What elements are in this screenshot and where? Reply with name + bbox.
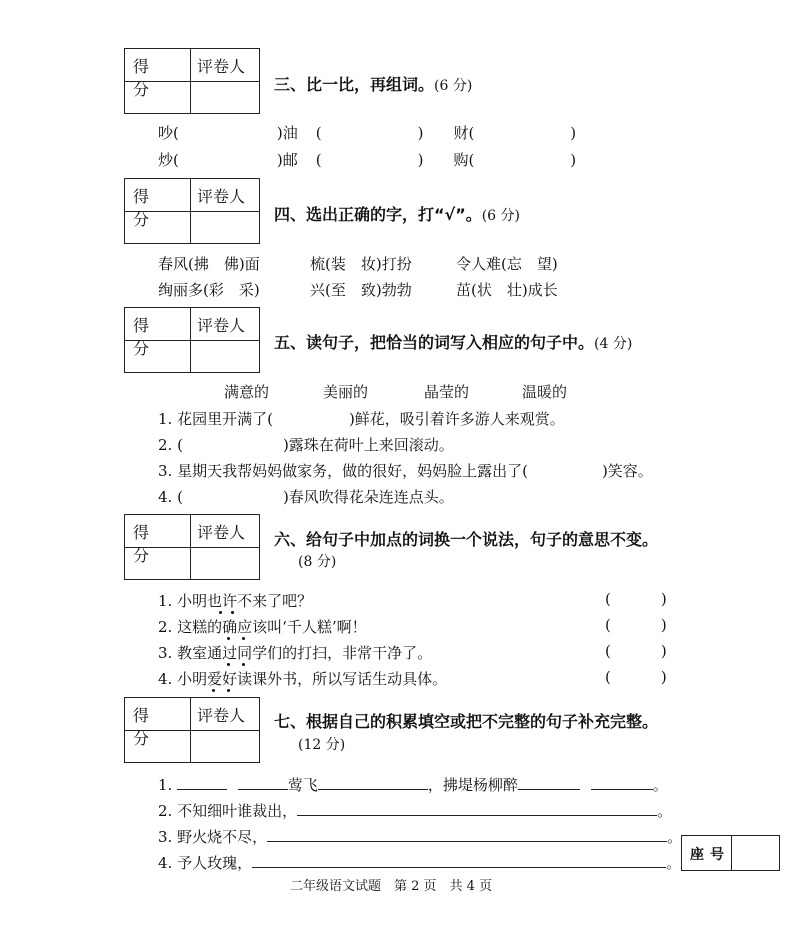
blank-line[interactable] — [591, 775, 653, 790]
emphasis-dot — [227, 689, 230, 692]
emphasis-dot — [212, 689, 215, 692]
section-3-title: 三、比一比，再组词。(6 分) — [274, 75, 473, 94]
s6-item-4: 4. 小明爱好读课外书，所以写话生动具体。 — [158, 670, 448, 688]
blank-line[interactable] — [238, 775, 288, 790]
emphasis-dot — [227, 637, 230, 640]
s7-item-2: 2. 不知细叶谁裁出， 。 — [158, 802, 673, 820]
score-label: 得 分 — [133, 706, 164, 748]
grader-label: 评卷人 — [197, 316, 246, 335]
emphasis-dot — [227, 663, 230, 666]
s4-row2-b: 兴(至 致)勃勃 — [310, 281, 412, 299]
section-6-points: (8 分) — [298, 554, 337, 570]
seat-number-box — [681, 835, 780, 871]
blank-line[interactable] — [297, 801, 657, 816]
section-7-points: (12 分) — [298, 737, 346, 753]
s6-item-1: 1. 小明也许不来了吧？ — [158, 592, 313, 610]
answer-paren-3[interactable]: ( ) — [605, 642, 667, 660]
grader-label: 评卷人 — [197, 57, 246, 76]
s5-item-2: 2. ( )露珠在荷叶上来回滚动。 — [158, 436, 454, 454]
grader-label: 评卷人 — [197, 187, 246, 206]
emphasis-dot — [219, 611, 222, 614]
page-footer: 二年级语文试题 第 2 页 共 4 页 — [290, 879, 493, 894]
s4-row2-a: 绚丽多(彩 采) — [158, 281, 260, 299]
answer-paren-4[interactable]: ( ) — [605, 668, 667, 686]
blank-line[interactable] — [267, 827, 667, 842]
blank-line[interactable] — [318, 775, 428, 790]
s6-item-3: 3. 教室通过同学们的打扫，非常干净了。 — [158, 644, 433, 662]
score-box-s5 — [124, 307, 260, 373]
score-box-s4 — [124, 178, 260, 244]
word-choice: 满意的 — [224, 383, 270, 401]
score-label: 得 分 — [133, 316, 164, 358]
s5-item-1: 1. 花园里开满了( )鲜花，吸引着许多游人来观赏。 — [158, 410, 565, 428]
s3-row1: 吵( )油 ( ) 财( ) — [158, 124, 577, 142]
word-choice: 温暖的 — [522, 383, 568, 401]
word-choice: 晶莹的 — [424, 383, 470, 401]
emphasis-dot — [231, 611, 234, 614]
blank-line[interactable] — [518, 775, 580, 790]
section-4-title: 四、选出正确的字，打“√”。(6 分) — [274, 205, 520, 224]
score-box-s3 — [124, 48, 260, 114]
score-label: 得 分 — [133, 57, 164, 99]
grader-label: 评卷人 — [197, 706, 246, 725]
word-choice: 美丽的 — [323, 383, 369, 401]
s6-item-2: 2. 这糕的确应该叫‘千人糕’啊！ — [158, 618, 367, 636]
score-box-s6 — [124, 514, 260, 580]
s7-item-4: 4. 予人玫瑰， 。 — [158, 854, 682, 872]
seat-label: 座号 — [690, 847, 730, 863]
score-label: 得 分 — [133, 523, 164, 565]
s7-item-3: 3. 野火烧不尽， 。 — [158, 828, 683, 846]
score-box-s7 — [124, 697, 260, 763]
s7-item-1: 1. 莺飞 ，拂堤杨柳醉 。 — [158, 776, 668, 794]
s5-item-4: 4. ( )春风吹得花朵连连点头。 — [158, 488, 454, 506]
grader-label: 评卷人 — [197, 523, 246, 542]
section-7-title: 七、根据自己的积累填空或把不完整的句子补充完整。 — [274, 712, 659, 731]
emphasis-dot — [242, 637, 245, 640]
emphasis-dot — [242, 663, 245, 666]
s3-row2: 炒( )邮 ( ) 购( ) — [158, 151, 577, 169]
score-label: 得 分 — [133, 187, 164, 229]
answer-paren-2[interactable]: ( ) — [605, 616, 667, 634]
blank-line[interactable] — [252, 853, 666, 868]
blank-line[interactable] — [177, 775, 227, 790]
s4-row2-c: 茁(状 壮)成长 — [456, 281, 558, 299]
s5-item-3: 3. 星期天我帮妈妈做家务，做的很好，妈妈脸上露出了( )笑容。 — [158, 462, 653, 480]
section-6-title: 六、给句子中加点的词换一个说法，句子的意思不变。 — [274, 530, 659, 549]
answer-paren-1[interactable]: ( ) — [605, 590, 667, 608]
section-5-title: 五、读句子，把恰当的词写入相应的句子中。(4 分) — [274, 333, 633, 352]
s4-row1-b: 梳(装 妆)打扮 — [310, 255, 412, 273]
s4-row1-a: 春风(拂 佛)面 — [158, 255, 260, 273]
s4-row1-c: 令人难(忘 望) — [456, 255, 558, 273]
